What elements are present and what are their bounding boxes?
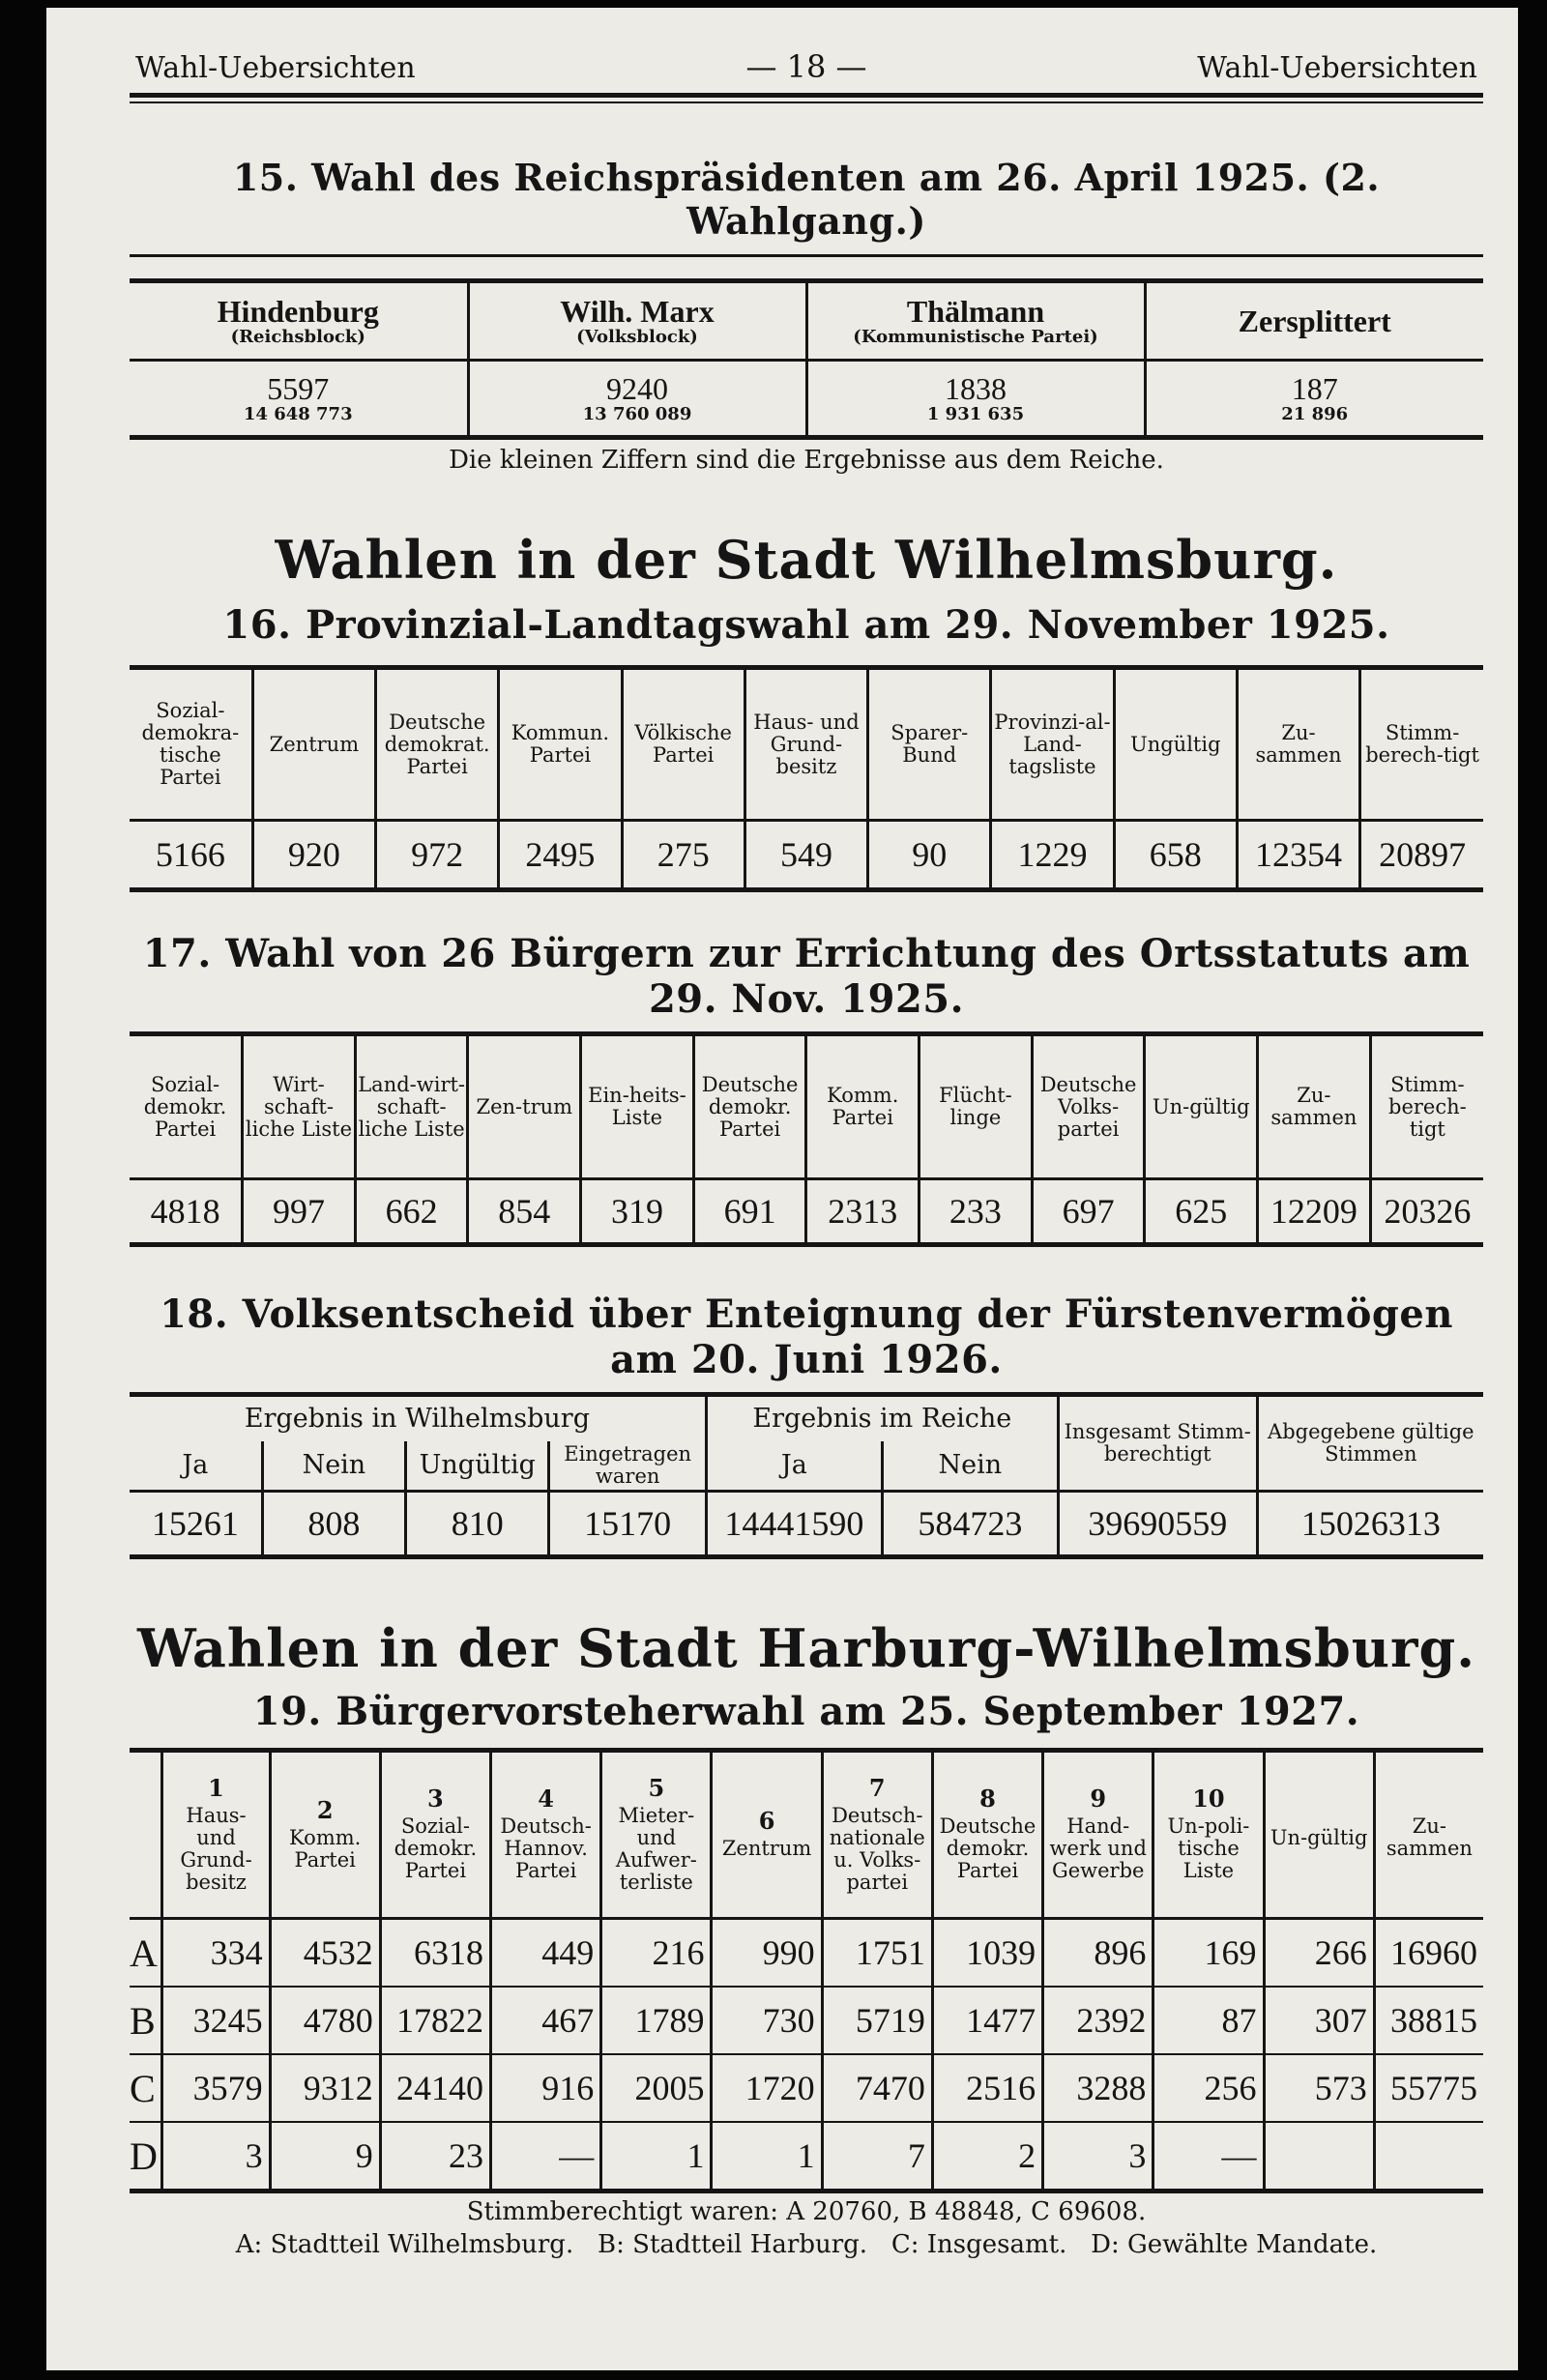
- s16-value-cell: 20897: [1360, 821, 1483, 890]
- s16-col-header: Sparer-Bund: [868, 668, 991, 821]
- s19-row-label: D: [130, 2122, 162, 2191]
- s19-value-cell: 3245: [162, 1987, 270, 2054]
- s18-head-ja: Ja: [182, 1450, 209, 1481]
- s16-value-cell: 275: [622, 821, 744, 890]
- s18-value-cell: 39690559: [1058, 1492, 1257, 1557]
- s19-value-cell: 87: [1153, 1987, 1264, 2054]
- section-15-note: Die kleinen Ziffern sind die Ergebnisse aus dem Reiche.: [449, 446, 1164, 475]
- s19-value-cell: 916: [491, 2054, 601, 2122]
- s18-head-nein: Nein: [262, 1441, 405, 1492]
- s19-col-header: [1043, 1751, 1153, 1919]
- section-18-title: 18. Volksentscheid über Enteignung der Fürstenvermögen am 20. Juni 1926.: [160, 1292, 1453, 1382]
- s18-head-ungueltig: Ungültig: [406, 1441, 549, 1492]
- s19-value-cell: [1374, 2122, 1483, 2191]
- page-number: — 18 —: [745, 48, 867, 85]
- s19-value-cell: 1: [601, 2122, 712, 2191]
- s16-value-cell: 12354: [1237, 821, 1359, 890]
- s17-col-header: Deutsche demokr. Partei: [693, 1034, 806, 1179]
- s19-col-number: 7: [868, 1773, 886, 1802]
- s19-value-cell: 467: [491, 1987, 601, 2054]
- s19-col-label: Hand-werk und Gewerbe: [1049, 1814, 1147, 1882]
- s16-col-header: Ungültig: [1114, 668, 1237, 821]
- s19-col-header: [601, 1751, 712, 1919]
- s18-group-reich: Ergebnis im Reiche: [706, 1395, 1058, 1441]
- s17-col-header: Komm. Partei: [806, 1034, 919, 1179]
- s18-value-cell: 14441590: [706, 1492, 882, 1557]
- s16-value-cell: 90: [868, 821, 991, 890]
- s15-head-hindenburg: Hindenburg (Reichsblock): [217, 294, 379, 347]
- s16-col-header: Deutsche demokrat. Partei: [376, 668, 499, 821]
- section-18-table: [130, 1392, 1483, 1559]
- s19-value-cell: 9312: [270, 2054, 380, 2122]
- s18-value-cell: 15170: [549, 1492, 706, 1557]
- s17-col-header: Flücht-linge: [919, 1034, 1033, 1179]
- s16-col-header: Haus- und Grund-besitz: [744, 668, 867, 821]
- s15-cell-marx: 9240 13 760 089: [468, 361, 806, 438]
- section-16-title: 16. Provinzial-Landtagswahl am 29. November 1925.: [222, 602, 1390, 648]
- s17-value-cell: 233: [919, 1179, 1033, 1245]
- s19-value-cell: 3288: [1043, 2054, 1153, 2122]
- s15-head-zersplittert: Zersplittert: [1145, 281, 1483, 361]
- s17-col-header: Sozial-demokr. Partei: [143, 1072, 227, 1141]
- s16-value-cell: 972: [376, 821, 499, 890]
- s19-value-cell: 4532: [270, 1919, 380, 1988]
- s19-value-cell: 17822: [380, 1987, 490, 2054]
- s19-value-cell: 24140: [380, 2054, 490, 2122]
- s19-col-header: [380, 1751, 490, 1919]
- s19-value-cell: 1720: [712, 2054, 822, 2122]
- s19-row-label: A: [130, 1919, 162, 1988]
- s19-value-cell: 2005: [601, 2054, 712, 2122]
- s15-cell-thaelmann: 1838 1 931 635: [806, 361, 1145, 438]
- s19-col-label: Komm. Partei: [289, 1825, 362, 1872]
- s17-col-header: Un-gültig: [1145, 1034, 1258, 1179]
- s19-value-cell: 1751: [822, 1919, 932, 1988]
- s19-col-header: [491, 1751, 601, 1919]
- s17-col-header: Ein-heits-Liste: [581, 1034, 694, 1179]
- s17-col-header: Stimm-berech-tigt: [1370, 1034, 1483, 1179]
- s17-value-cell: 997: [243, 1179, 356, 1245]
- section-17-title: 17. Wahl von 26 Bürgern zur Errichtung des Ortsstatuts am 29. Nov. 1925.: [142, 931, 1471, 1022]
- s19-value-cell: 7: [822, 2122, 932, 2191]
- s18-head-eingetragen: Eingetragen waren: [549, 1441, 706, 1492]
- s17-value-cell: 20326: [1370, 1179, 1483, 1245]
- s19-value-cell: 7470: [822, 2054, 932, 2122]
- section-15-title: 15. Wahl des Reichspräsidenten am 26. April 1925. (2. Wahlgang.): [232, 156, 1381, 243]
- s19-row-label: C: [130, 2054, 162, 2122]
- s16-value-cell: 5166: [155, 835, 225, 874]
- s19-value-cell: —: [1153, 2122, 1264, 2191]
- s19-col-number: 6: [758, 1807, 775, 1835]
- s17-value-cell: 4818: [150, 1192, 220, 1231]
- s15-head-marx: Wilh. Marx (Volksblock): [468, 281, 806, 361]
- page: [46, 8, 1518, 2370]
- s19-value-cell: 449: [491, 1919, 601, 1988]
- s18-value-cell: 15261: [151, 1504, 239, 1543]
- s17-value-cell: 2313: [806, 1179, 919, 1245]
- s18-head-insgesamt: Insgesamt Stimm-berechtigt: [1058, 1395, 1257, 1492]
- s19-value-cell: 3: [162, 2122, 270, 2191]
- s19-col-number: 10: [1192, 1785, 1225, 1813]
- s18-head-nein-reich: Nein: [882, 1441, 1058, 1492]
- s19-col-label: Mieter- und Aufwer-terliste: [615, 1803, 697, 1894]
- s19-col-header: [162, 1751, 270, 1919]
- running-header: [130, 48, 1483, 85]
- s19-value-cell: 2516: [932, 2054, 1042, 2122]
- s19-row: [130, 2122, 1483, 2191]
- section-17-table: [130, 1031, 1483, 1247]
- s19-value-cell: 38815: [1374, 1987, 1483, 2054]
- s19-value-cell: 55775: [1374, 2054, 1483, 2122]
- s19-value-cell: 4780: [270, 1987, 380, 2054]
- header-rule: [130, 93, 1483, 103]
- s18-head-ja-reich: Ja: [706, 1441, 882, 1492]
- s17-col-header: Zen-trum: [468, 1034, 581, 1179]
- s16-value-cell: 549: [744, 821, 867, 890]
- s17-value-cell: 625: [1145, 1179, 1258, 1245]
- s19-col-number: 3: [427, 1785, 444, 1813]
- section-19-table: [130, 1748, 1483, 2193]
- s19-value-cell: 1789: [601, 1987, 712, 2054]
- s19-value-cell: 334: [162, 1919, 270, 1988]
- s19-value-cell: 1477: [932, 1987, 1042, 2054]
- section-15-rule: [130, 254, 1483, 257]
- s16-col-header: Sozial-demokra-tische Partei: [141, 699, 240, 789]
- s19-col-header: [712, 1751, 822, 1919]
- s19-col-number: 5: [648, 1773, 665, 1802]
- s19-col-header: [270, 1751, 380, 1919]
- s16-col-header: Völkische Partei: [622, 668, 744, 821]
- s19-col-label: Sozial-demokr. Partei: [394, 1814, 478, 1882]
- s19-col-label: Un-poli-tische Liste: [1167, 1814, 1250, 1882]
- s19-col-label: Deutsch-Hannov. Partei: [500, 1814, 592, 1882]
- s15-head-thaelmann: Thälmann (Kommunistische Partei): [806, 281, 1145, 361]
- s17-value-cell: 697: [1032, 1179, 1145, 1245]
- s19-value-cell: 9: [270, 2122, 380, 2191]
- s19-value-cell: 169: [1153, 1919, 1264, 1988]
- s19-value-cell: 2392: [1043, 1987, 1153, 2054]
- s19-value-cell: —: [491, 2122, 601, 2191]
- s19-col-number: 4: [538, 1785, 554, 1813]
- s16-value-cell: 2495: [499, 821, 622, 890]
- s17-value-cell: 12209: [1258, 1179, 1371, 1245]
- section-19-title: 19. Bürgervorsteherwahl am 25. September 1927.: [252, 1689, 1360, 1734]
- s19-value-cell: 896: [1043, 1919, 1153, 1988]
- s17-value-cell: 854: [468, 1179, 581, 1245]
- s17-col-header: Deutsche Volks-partei: [1032, 1034, 1145, 1179]
- s19-col-label: Deutsche demokr. Partei: [939, 1814, 1036, 1882]
- s19-corner: [130, 1751, 162, 1919]
- s19-value-cell: 3: [1043, 2122, 1153, 2191]
- s17-col-header: Wirt-schaft-liche Liste: [243, 1034, 356, 1179]
- s16-value-cell: 1229: [991, 821, 1114, 890]
- s19-value-cell: 1039: [932, 1919, 1042, 1988]
- s19-value-cell: 2: [932, 2122, 1042, 2191]
- s17-value-cell: 662: [355, 1179, 468, 1245]
- s19-value-cell: 266: [1264, 1919, 1374, 1988]
- s19-col-number: 9: [1090, 1785, 1107, 1813]
- s19-col-number: 1: [208, 1773, 224, 1802]
- s19-col-number: 2: [316, 1795, 334, 1824]
- s19-col-label: Un-gültig: [1270, 1825, 1368, 1849]
- s19-value-cell: 5719: [822, 1987, 932, 2054]
- s18-value-cell: 808: [262, 1492, 405, 1557]
- s16-col-header: Provinzi-al-Land-tagsliste: [991, 668, 1114, 821]
- s19-col-label: Zentrum: [721, 1837, 812, 1860]
- s19-value-cell: 1: [712, 2122, 822, 2191]
- section-15-table: [130, 278, 1483, 440]
- s19-value-cell: 216: [601, 1919, 712, 1988]
- s17-value-cell: 691: [693, 1179, 806, 1245]
- s19-value-cell: 573: [1264, 2054, 1374, 2122]
- s18-head-abgegeben: Abgegebene gültige Stimmen: [1257, 1395, 1483, 1492]
- s19-row: [130, 1987, 1483, 2054]
- s19-value-cell: 256: [1153, 2054, 1264, 2122]
- s19-value-cell: 990: [712, 1919, 822, 1988]
- s19-value-cell: [1264, 2122, 1374, 2191]
- s19-col-header: [1264, 1751, 1374, 1919]
- s17-col-header: Land-wirt-schaft-liche Liste: [355, 1034, 468, 1179]
- s19-col-label: Deutsch-nationale u. Volks-partei: [829, 1803, 925, 1894]
- s19-value-cell: 16960: [1374, 1919, 1483, 1988]
- s19-col-header: [1374, 1751, 1483, 1919]
- s19-col-header: [822, 1751, 932, 1919]
- s19-value-cell: 6318: [380, 1919, 490, 1988]
- running-header-left: Wahl-Uebersichten: [135, 51, 416, 85]
- s19-col-label: Zu-sammen: [1386, 1814, 1473, 1860]
- s15-cell-hindenburg: 5597 14 648 773: [243, 371, 353, 424]
- s19-col-number: 8: [979, 1785, 996, 1813]
- s19-value-cell: 23: [380, 2122, 490, 2191]
- s17-value-cell: 319: [581, 1179, 694, 1245]
- s19-col-header: [1153, 1751, 1264, 1919]
- s16-value-cell: 920: [252, 821, 375, 890]
- section-19-note-legend: A: Stadtteil Wilhelmsburg. B: Stadtteil Harburg. C: Insgesamt. D: Gewählte Mandate.: [235, 2230, 1378, 2259]
- s18-value-cell: 15026313: [1257, 1492, 1483, 1557]
- s16-col-header: Stimm-berech-tigt: [1360, 668, 1483, 821]
- s16-col-header: Zu-sammen: [1237, 668, 1359, 821]
- s16-col-header: Zentrum: [252, 668, 375, 821]
- running-header-right: Wahl-Uebersichten: [1197, 51, 1477, 85]
- s19-value-cell: 730: [712, 1987, 822, 2054]
- section-19-note-eligible: Stimmberechtigt waren: A 20760, B 48848, C 69608.: [466, 2197, 1147, 2226]
- s19-row: [130, 2054, 1483, 2122]
- s18-group-local: Ergebnis in Wilhelmsburg: [244, 1404, 590, 1435]
- s19-row-label: B: [130, 1987, 162, 2054]
- s19-value-cell: 307: [1264, 1987, 1374, 2054]
- s19-col-header: [932, 1751, 1042, 1919]
- section-16-table: [130, 665, 1483, 892]
- s18-value-cell: 810: [406, 1492, 549, 1557]
- s16-col-header: Kommun. Partei: [499, 668, 622, 821]
- heading-wilhelmsburg: Wahlen in der Stadt Wilhelmsburg.: [275, 529, 1338, 591]
- s19-col-label: Haus- und Grund-besitz: [180, 1803, 252, 1894]
- s16-value-cell: 658: [1114, 821, 1237, 890]
- s19-row: [130, 1919, 1483, 1988]
- s15-cell-zersplittert: 187 21 896: [1145, 361, 1483, 438]
- s18-value-cell: 584723: [882, 1492, 1058, 1557]
- s19-value-cell: 3579: [162, 2054, 270, 2122]
- heading-harburg: Wahlen in der Stadt Harburg-Wilhelmsburg.: [136, 1617, 1476, 1679]
- s17-col-header: Zu-sammen: [1258, 1034, 1371, 1179]
